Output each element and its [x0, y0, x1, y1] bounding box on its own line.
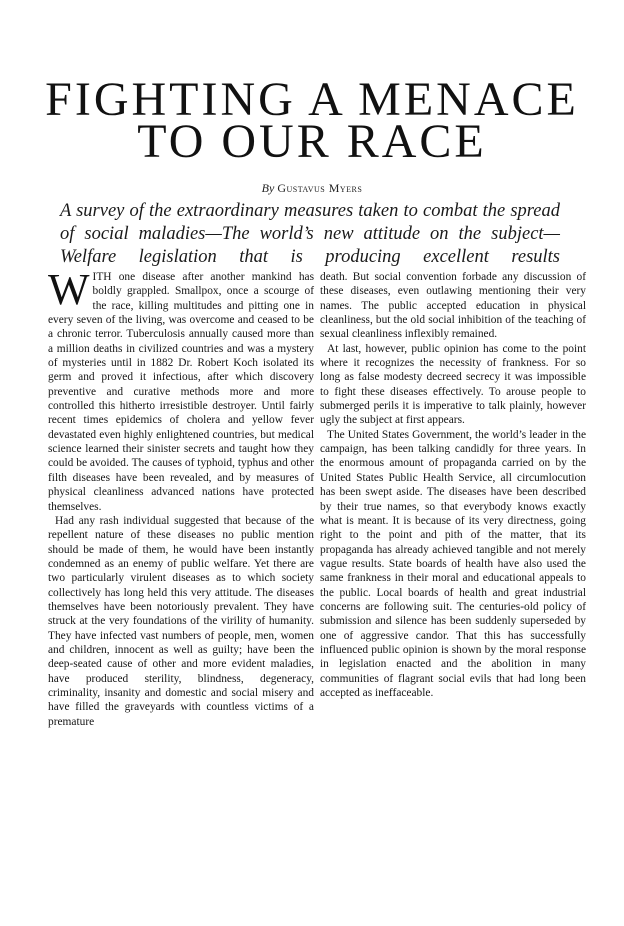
article-title-line-2: TO OUR RACE: [137, 115, 487, 168]
paragraph: [48, 265, 314, 514]
byline-prefix: By: [261, 181, 275, 195]
left-column: [48, 265, 314, 729]
byline: [0, 181, 624, 196]
author-name: Gustavus Myers: [277, 181, 363, 195]
paragraph: At last, however, public opinion has come to the point where it recognizes the necessity of frankness. For so long as false modesty decreed secrecy it was impossible to fight these diseases effectively. To arouse people to submerged perils it is imperative to talk plainly, however ugly the subject at first appears.: [320, 342, 586, 427]
article-title-line-1: FIGHTING A MENACE: [45, 73, 579, 126]
paragraph: Had any rash individual suggested that because of the repellent nature of these diseases no public mention should be made of them, he would have been instantly condemned as an enemy of public welfare. Yet there are two particularly virulent diseases as to which society collectively has long held this very attitude. The diseases themselves have been notoriously prevalent. They have struck at the very foundations of the virility of humanity. They have infected vast numbers of people, men, women and children, innocent as well as guilty; have been the deep-seated cause of other and more evident maladies, have produced sterility, blindness, degeneracy, criminality, insanity and domestic and social misery and have filled the graveyards with countless victims of a premature: [48, 514, 314, 728]
right-column: [320, 270, 586, 700]
article-subtitle: A survey of the extraordinary measures taken to combat the spread of social maladies—The world’s new attitude on the subject—Welfare legislation that is producing excellent results: [60, 201, 560, 267]
drop-cap: W: [48, 265, 90, 314]
paragraph-text: ITH one disease after another mankind has boldly grappled. Smallpox, once a scourge of the race, killing multitudes and pitting one in every seven of the living, was overcome and ceased to be a chronic terror. Tuberculosis annually caused more than a million deaths in civilized countries and was a mystery of mysteries until in 1882 Dr. Robert Koch isolated its germ and proved it infectious, after which discovery preventive and curative methods more and more controlled this hitherto irresistible destroyer. Until fairly recent times epidemics of cholera and yellow fever devastated even highly enlightened countries, but medical science learned their sinister secrets and taught how they could be avoided. The causes of typhoid, typhus and other filth diseases have been revealed, and by measures of physical cleanliness advanced nations have protected themselves.: [48, 271, 314, 513]
paragraph: death. But social convention forbade any discussion of these diseases, even outlawing mentioning their very names. The public accepted education in physical cleanliness, but the old social inhibition of the teaching of sexual cleanliness inflexibly remained.: [320, 271, 586, 341]
paragraph: The United States Government, the world’s leader in the campaign, has been talking candidly for three years. In the enormous amount of propaganda carried on by the United States Public Health Service, all circumlocution has been swept aside. The diseases have been described by their true names, so that everybody knows exactly what is meant. It is because of its very directness, going right to the point and pith of the matter, that its propaganda has already achieved tangible and not merely vague results. State boards of health have also used the same frankness in their moral and educational appeals to the public. Local boards of health and great industrial concerns are following suit. The centuries-old policy of submission and silence has been suddenly superseded by one of aggressive candor. That this has successfully influenced public opinion is shown by the moral response in legislation enacted and the abolition in many communities of flagrant social evils that had long been accepted as ineffaceable.: [320, 428, 586, 699]
